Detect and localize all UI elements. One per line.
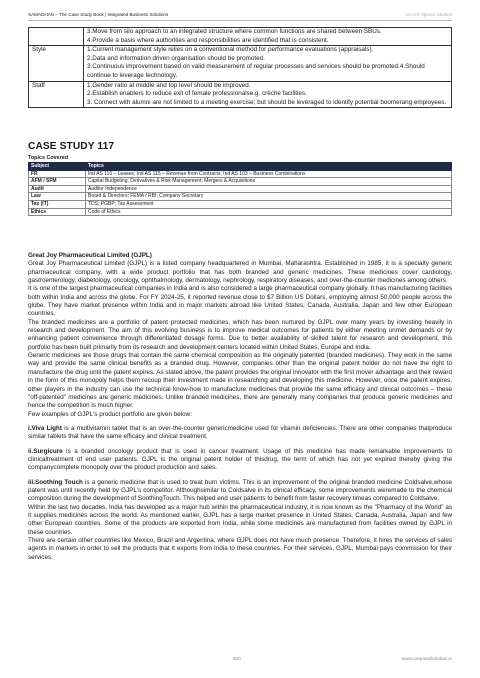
column-header: Topics <box>86 163 452 171</box>
table-row <box>29 46 452 81</box>
paragraph: It is one of the largest pharmaceutical companies in India and is also considered a large pharmaceutical company globally. It has manufacturing facilities both within India and across the globe. For FY 2024-25, it reported revenue close to $7 Billion US Dollars, employing almost 50,000 people across the globe. They have market presence within India and in major markets abroad like United States, Canada, Australia, Japan and few other European countries. <box>28 285 452 318</box>
product-item <box>28 479 452 504</box>
subject-cell: FR <box>29 170 86 178</box>
header-right-text: CA CS Spruce Studies <box>405 11 452 17</box>
row-line: 2.Establish enablers to reduce exit of female professionalse.g. crèche facilities. <box>87 90 307 98</box>
column-header: Subject <box>29 163 86 171</box>
row-line: 1.Current management style relies on a conventional method for performance evaluations (appraisals). <box>87 46 374 54</box>
table-row <box>29 28 452 46</box>
table-row <box>29 193 452 201</box>
recommendations-table <box>28 27 452 108</box>
product-name: i.Viva Light <box>28 424 62 432</box>
page-header <box>28 8 452 21</box>
product-item <box>28 425 452 442</box>
subject-cell: Ethics <box>29 208 86 216</box>
row-label <box>29 28 84 46</box>
row-line: 3. Connect with alumni are not limited to a meeting exercise; but should be leveraged to identify potential boomerang employees. <box>87 98 447 106</box>
subject-cell: Tax (IT) <box>29 200 86 208</box>
paragraph: The branded medicines are a portfolio of patent protected medicines, which has been nurtured by GJPL over many years by investing heavily in research and development. The aim of this evolving business is to improve medical outcomes for patients by either meeting unmet demands or by enhancing patient convenience through differentiated dosage forms. Due to better availability of skilled talent for research and development, this portfolio has been built primarily from its research and development centers located within United States, Europe and India. <box>28 318 452 351</box>
topics-covered-label: Topics Covered <box>28 155 69 161</box>
paragraph: Great Joy Pharmaceutical Limited (GJPL) is a listed company headquartered in Mumbai, Maharashtra. Established in 1985, it is a specialty generic pharmaceutical company, with a wide product portfolio that has both branded and generic medicines. These medicines cover cardiology, gastroenterology, diabetology, oncology, ophthalmology, dermatology, nephrology, respiratory diseases, and over-the-counter medicines among others. <box>28 260 452 285</box>
topic-cell: Capital Budgeting; Derivatives & Risk Management; Mergers & Acquisitions <box>86 178 452 186</box>
row-line: 2.Data and information driven organisation should be promoted. <box>87 54 265 62</box>
row-line: 1.Gender ratio at middle and top level should be improved. <box>87 81 251 89</box>
product-description: is a generic medicine that is used to treat burn victims. This is an improvement of the original branded medicine Coldsalve,whose patent was until recently held by GJPL's competitor. Althoughsimilar to Coldsalve in its clinical efficacy, some improvements weremade to the chemical composition during the development of SoothingTouch. This helped end user patients to benefit from faster recovery timeas compared to Coldsalve. <box>28 478 453 503</box>
paragraph: Few examples of GJPL's product portfolio are given below: <box>28 410 192 418</box>
footer-website-link[interactable]: www.caspanishdodani.in <box>401 656 452 661</box>
table-row <box>29 178 452 186</box>
paragraph: There are certain other countries like Mexico, Brazil and Argentina, where GJPL does not have much presence. Therefore, it hires the services of sales agents in markets in order to sell the products that it exports from India to these countries. For their services, GJPL, Mumbai pays commission for their services. <box>28 537 452 561</box>
paragraph: Within the last two decades, India has developed as a major hub within the pharmaceutical industry, it is now known as the "Pharmacy of the World" as it supplies medicines across the world. As mentioned earlier, GJPL has a large market presence in United States, Canada, Australia, Japan and few other European countries. Some of the products are exported from India, while some medicines are manufactured from facilities owned by GJPL in these countries. <box>28 503 452 536</box>
row-line: 3.Continuous improvement based on valid measurement of regular processes and services should be promoted.4.Should continue to leverage technology. <box>87 63 425 79</box>
topic-cell: Code of Ethics <box>86 208 452 216</box>
table-row <box>29 185 452 193</box>
row-content <box>84 28 452 46</box>
section-heading: Great Joy Pharmaceutical Limited (GJPL) <box>28 252 152 259</box>
page-number: 600 <box>233 656 241 661</box>
product-description: is a multivitamin tablet that is an over-the-counter genericmedicine used for vitamin deficiencies. There are other companies thatproduce similar tablets that have the same efficacy and clinical treatment. <box>28 424 453 441</box>
row-label: Staff <box>29 81 84 108</box>
subject-cell: AFM / SFM <box>29 178 86 186</box>
table-row <box>29 170 452 178</box>
table-row <box>29 200 452 208</box>
topics-header-row <box>29 163 452 171</box>
product-name: ii.Surgicure <box>28 447 63 455</box>
subject-cell: Audit <box>29 185 86 193</box>
product-name: iii.Soothing Touch <box>28 478 83 486</box>
row-line: 3.Move from silo approach to an integrated structure where common functions are shared between SBUs. <box>87 28 382 35</box>
row-content <box>84 81 452 108</box>
topics-table <box>28 162 452 216</box>
case-body <box>28 252 452 562</box>
subject-cell: Law <box>29 193 86 201</box>
product-description: is a branded oncology product that is used in cancer treatment. Usage of this medicine has made remarkable improvements to clinicaltreatment of end user patients. GJPL is the original patent holder of thisdrug, the term of which has not yet expired thereby giving the companycomplete monopoly over the product production and sales. <box>28 447 452 472</box>
table-row <box>29 208 452 216</box>
topic-cell: Auditor Independence <box>86 185 452 193</box>
topic-cell: Ind AS 116 – Leases; Ind AS 115 – Revenue from Contracts; Ind AS 103 – Business Combinations <box>86 170 452 178</box>
case-study-title: CASE STUDY 117 <box>28 141 115 152</box>
row-content <box>84 46 452 81</box>
table-row <box>29 81 452 108</box>
row-line: 4.Provide a basis where authorities and responsibilities are identified that is consistent. <box>87 36 329 44</box>
header-left-text: SAMADHAN – The Case Study Book | Integrated Business Solutions <box>28 11 169 17</box>
topic-cell: Board & Directors; FEMA / RBI; Company Secretary <box>86 193 452 201</box>
row-label: Style <box>29 46 84 81</box>
topic-cell: TDS; PGBP; Tax Assessment <box>86 200 452 208</box>
product-item <box>28 448 452 473</box>
paragraph: Generic medicines are those drugs that contain the same chemical composition as the originally patented (branded medicines). They work in the same way and provide the same clinical benefits as a branded drug. However, companies other than the original patent holder do not have the right to manufacture the drug until the patent expires. As stated above, the patent provides the original innovator with the first mover advantage and their reward in the form of this monopoly helps them recoup their investment made in researching and developing this medicine. However, once the patent expires, other players in the industry can use the technical know-how to manufacture medicines that provide the same efficacy and clinical outcomes – these "off-patented" medicines are generic medicines. Unlike branded medicines, there are generally many companies that produce generic medicines and hence the competition is much higher. <box>28 352 452 410</box>
